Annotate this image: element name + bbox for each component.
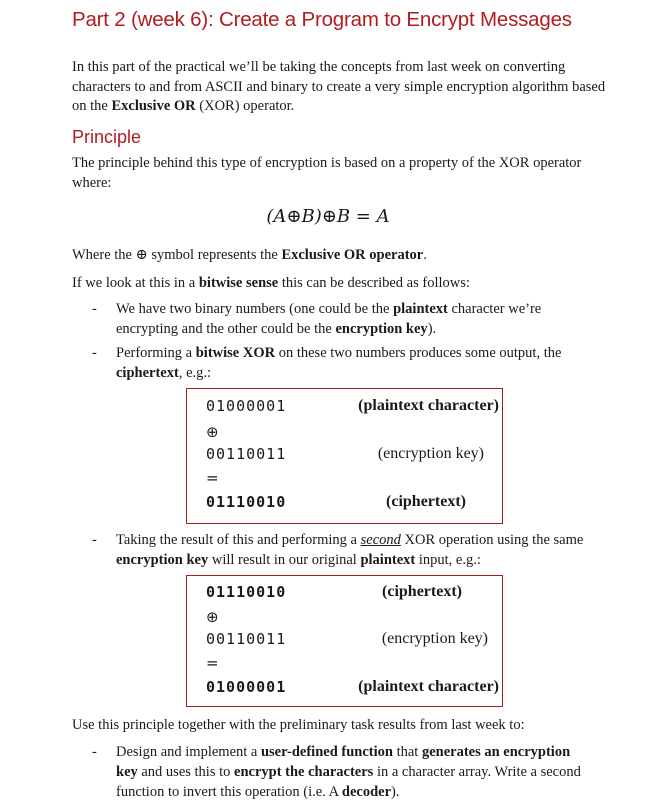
binary-value: 00110011	[206, 630, 287, 648]
bullet-text: ).	[427, 321, 437, 337]
bullet-bold: encryption key	[116, 552, 209, 568]
bullet-text: and uses this to	[137, 764, 235, 780]
bullet-dash: -	[92, 532, 97, 548]
bullet-text: Design and implement a	[116, 744, 261, 760]
bullet-bold: plaintext	[393, 301, 448, 317]
xor-symbol: ⊕	[206, 608, 219, 626]
box-row-key	[187, 630, 502, 654]
bullet-item-3	[72, 530, 592, 570]
box-row-plaintext	[187, 678, 502, 702]
bitwise-paragraph	[72, 274, 612, 294]
bullet-bold: bitwise XOR	[195, 345, 276, 361]
row-label: (plaintext character)	[358, 397, 499, 414]
bullet-item-2	[72, 343, 592, 383]
binary-value: 01110010	[206, 583, 287, 601]
row-label: (plaintext character)	[358, 678, 499, 695]
bitwise-text-end: this can be described as follows:	[278, 275, 470, 291]
intro-text: In this part of the practical we’ll be taking the concepts from last week on converting characters to and from ASCII and binary to create a very simple encryption algorithm based on the	[72, 59, 606, 114]
box-row-plaintext	[187, 397, 502, 421]
intro-bold: Exclusive OR	[111, 98, 196, 114]
bullet-item-1	[72, 299, 592, 339]
bullet-text: We have two binary numbers (one could be the	[116, 301, 394, 317]
binary-value: 01000001	[206, 397, 287, 415]
bullet-dash: -	[92, 301, 97, 317]
bullet-text: input, e.g.:	[415, 552, 481, 568]
principle-heading: Principle	[72, 127, 142, 147]
bullet-text: Taking the result of this and performing a	[116, 532, 361, 548]
equals-symbol: =	[206, 654, 219, 672]
bullet-bold: ciphertext	[116, 365, 179, 381]
bullet-text: that	[392, 744, 422, 760]
binary-value: 00110011	[206, 445, 287, 463]
bitwise-bold: bitwise sense	[198, 275, 279, 291]
binary-value: 01000001	[206, 678, 287, 696]
box-row-xor-symbol	[187, 423, 502, 447]
box-row-ciphertext	[187, 493, 502, 517]
bullet-text: , e.g.:	[178, 365, 212, 381]
bullet-bold: decoder	[341, 784, 392, 800]
box-row-ciphertext	[187, 583, 502, 607]
row-label: (ciphertext)	[386, 493, 466, 510]
bullet-text: ).	[391, 784, 400, 800]
bullet-text: XOR operation using the same	[400, 532, 584, 548]
binary-value: 01110010	[206, 493, 287, 511]
box-row-xor-symbol	[187, 608, 502, 632]
bullet-text: character we’re encrypting and the other could be the	[116, 301, 542, 337]
row-label: (ciphertext)	[382, 583, 462, 600]
where-end: .	[423, 247, 427, 263]
bullet-bold: plaintext	[360, 552, 416, 568]
box-row-key	[187, 445, 502, 469]
intro-text-end: (XOR) operator.	[195, 98, 295, 114]
bullet-text: Performing a	[116, 345, 196, 361]
box-row-equals	[187, 654, 502, 678]
bullet-text: in a character array. Write a second function to invert this operation (i.e. A	[116, 764, 581, 800]
equals-symbol: =	[206, 469, 219, 487]
bullet-emphasis: second	[360, 532, 401, 548]
row-label: (encryption key)	[377, 445, 484, 462]
where-paragraph	[72, 246, 612, 266]
bullet-bold: encryption key	[335, 321, 428, 337]
page-title: Part 2 (week 6): Create a Program to Encrypt Messages	[72, 8, 572, 31]
xor-example-box-1	[186, 388, 503, 524]
xor-formula: (A⊕B)⊕B = A	[266, 206, 390, 227]
bullet-dash: -	[92, 345, 97, 361]
xor-example-box-2	[186, 575, 503, 707]
bullet-text: on these two numbers produces some output, the	[275, 345, 562, 361]
bullet-item-final	[72, 742, 592, 802]
intro-paragraph	[72, 58, 612, 117]
box-row-equals	[187, 469, 502, 493]
bullet-bold: user-defined function	[260, 744, 393, 760]
use-paragraph: Use this principle together with the preliminary task results from last week to:	[72, 717, 525, 733]
principle-paragraph: The principle behind this type of encryption is based on a property of the XOR operator where:	[72, 155, 582, 191]
bullet-bold: encrypt the characters	[234, 764, 374, 780]
bullet-dash: -	[92, 744, 97, 760]
bitwise-text: If we look at this in a	[72, 275, 199, 291]
xor-symbol: ⊕	[206, 423, 219, 441]
bullet-text: will result in our original	[208, 552, 361, 568]
row-label: (encryption key)	[381, 630, 488, 647]
bullet-bold: generates an encryption key	[116, 744, 571, 780]
where-bold: Exclusive OR operator	[281, 247, 424, 263]
where-text: Where the ⊕ symbol represents the	[72, 247, 282, 263]
